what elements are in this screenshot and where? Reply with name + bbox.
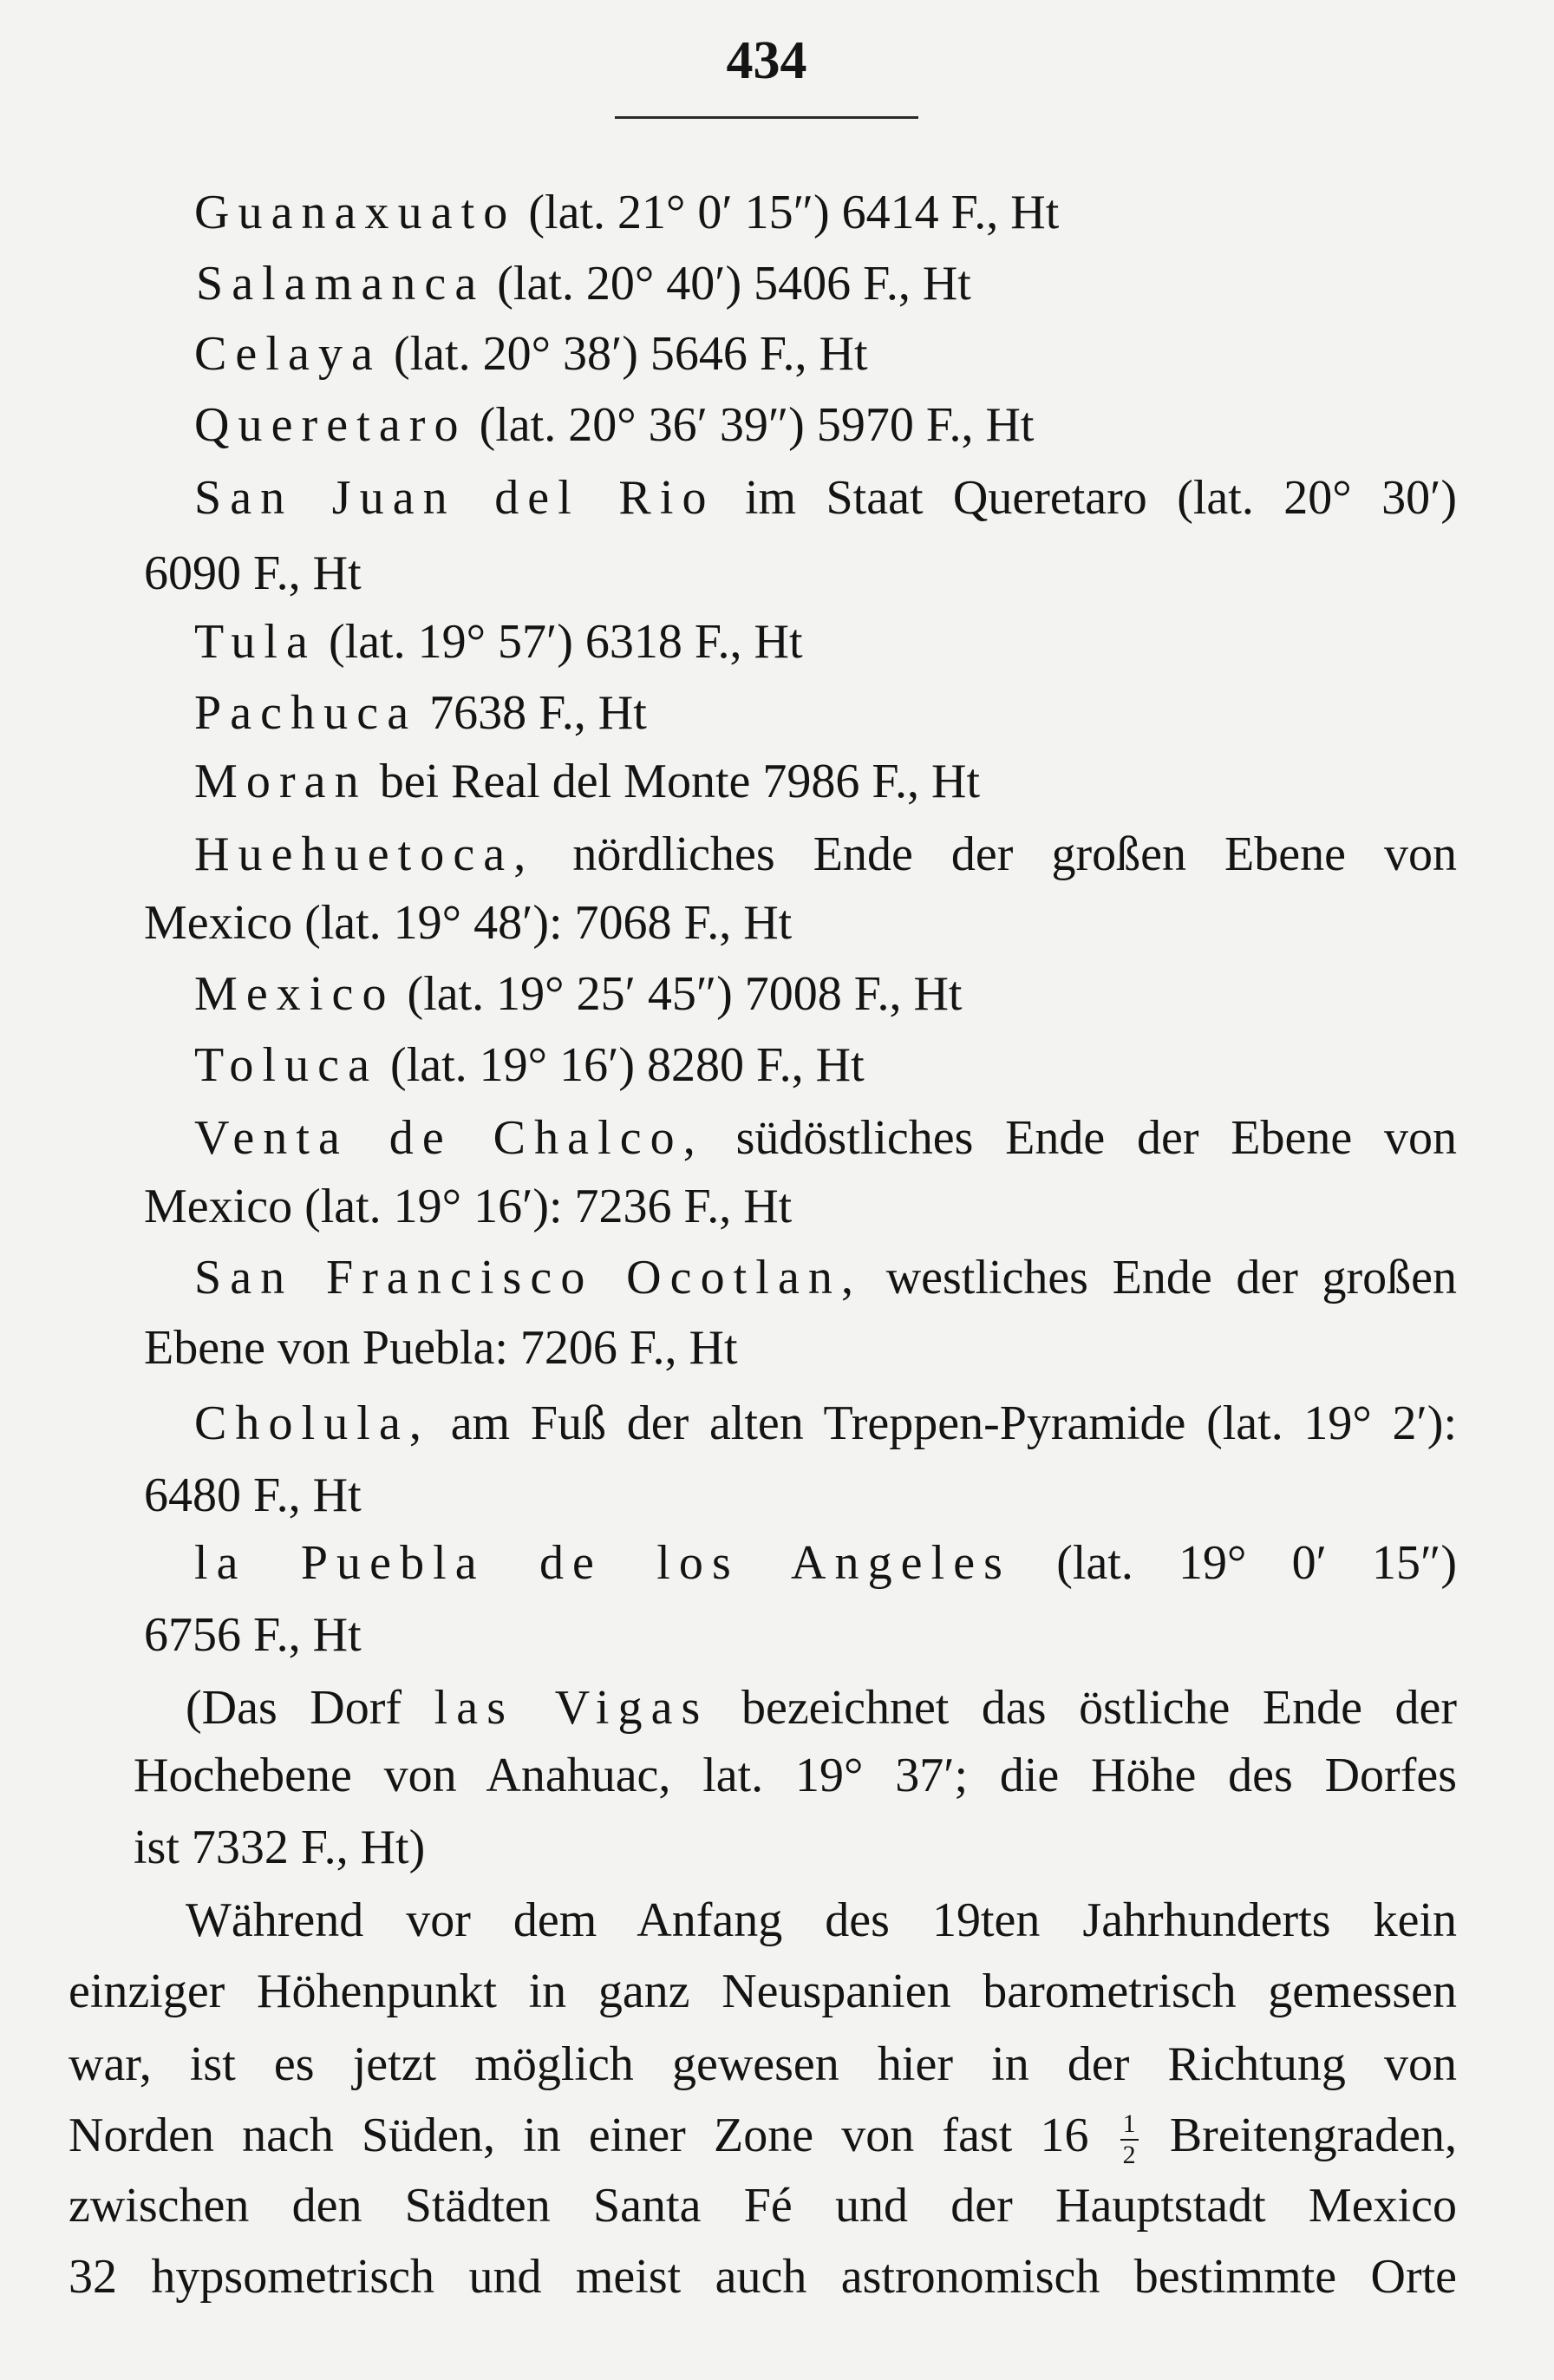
body-text: war, ist es jetzt möglich gewesen hier in der Richtung von	[69, 2037, 1457, 2091]
place-name: Mexico	[194, 967, 395, 1021]
entry-text: (lat. 19° 16′) 8280 F., Ht	[390, 1038, 865, 1092]
entry-text: (lat. 21° 0′ 15″) 6414 F., Ht	[528, 186, 1060, 239]
entry-text: (lat. 20° 36′ 39″) 5970 F., Ht	[479, 398, 1035, 452]
entry-line	[144, 1600, 1457, 1670]
entry-text: ist 7332 F., Ht)	[134, 1821, 426, 1874]
place-name: Huehuetoca,	[194, 827, 535, 881]
place-name: San Juan del Rio	[194, 471, 715, 525]
entry-text: bei Real del Monte 7986 F., Ht	[379, 755, 981, 808]
entry-line	[196, 249, 1457, 318]
entry-text: (lat. 19° 25′ 45″) 7008 F., Ht	[407, 967, 963, 1021]
entry-line	[134, 1813, 1457, 1882]
entry-line	[194, 820, 1457, 889]
entry-text: nördliches Ende der großen Ebene von	[572, 827, 1457, 881]
body-text: Breitengraden,	[1169, 2109, 1457, 2162]
entry-line	[194, 1243, 1457, 1312]
entry-text: südöstliches Ende der Ebene von	[735, 1111, 1457, 1165]
body-line	[69, 1957, 1457, 2026]
entry-line	[194, 390, 1457, 460]
entry-line	[144, 1172, 1457, 1241]
fraction	[1120, 2111, 1139, 2168]
entry-text: Mexico (lat. 19° 16′): 7236 F., Ht	[144, 1180, 793, 1233]
entry-text: 6480 F., Ht	[144, 1468, 362, 1522]
entry-text: (Das Dorf	[186, 1681, 402, 1735]
entry-line	[144, 1313, 1457, 1383]
fraction-numerator: 1	[1120, 2111, 1139, 2141]
place-name: Venta de Chalco,	[194, 1111, 704, 1165]
entry-text: Hochebene von Anahuac, lat. 19° 37′; die Höhe des Dorfes	[134, 1749, 1457, 1802]
entry-text: westliches Ende der großen	[885, 1251, 1457, 1304]
body-line	[186, 1886, 1457, 1955]
body-text: Norden nach Süden, in einer Zone von fast 16	[69, 2109, 1089, 2162]
entry-line	[194, 678, 1457, 748]
place-name: Tula	[194, 615, 317, 669]
entry-text: (lat. 19° 57′) 6318 F., Ht	[328, 615, 803, 669]
entry-text: Ebene von Puebla: 7206 F., Ht	[144, 1321, 738, 1375]
entry-text: 6090 F., Ht	[144, 546, 362, 600]
place-name: San Francisco Ocotlan,	[194, 1251, 863, 1304]
body-line	[69, 2030, 1457, 2099]
page-number: 434	[726, 31, 807, 90]
entry-line	[194, 463, 1457, 533]
entry-text: 6756 F., Ht	[144, 1608, 362, 1662]
place-name: Queretaro	[194, 398, 467, 452]
body-text: 32 hypsometrisch und meist auch astronomisch bestimmte Orte	[69, 2250, 1457, 2304]
entry-line	[186, 1673, 1457, 1742]
entry-line	[144, 539, 1457, 608]
body-text: zwischen den Städten Santa Fé und der Hauptstadt Mexico	[69, 2179, 1457, 2233]
header-rule	[615, 116, 918, 119]
entry-text: (lat. 20° 38′) 5646 F., Ht	[393, 327, 868, 381]
entry-line	[194, 1103, 1457, 1173]
place-name: la Puebla de los Angeles	[194, 1536, 1012, 1590]
entry-line	[194, 319, 1457, 389]
entry-line	[194, 1528, 1457, 1598]
entry-line	[194, 1030, 1457, 1100]
entry-line	[194, 607, 1457, 677]
entry-line	[194, 1389, 1457, 1458]
entry-text: im Staat Queretaro (lat. 20° 30′)	[744, 471, 1457, 525]
body-text: Während vor dem Anfang des 19ten Jahrhunderts kein	[186, 1893, 1457, 1947]
entry-line	[134, 1741, 1457, 1810]
entry-text: (lat. 20° 40′) 5406 F., Ht	[497, 257, 971, 311]
body-line	[69, 2242, 1457, 2311]
place-name: Pachuca	[194, 686, 418, 740]
place-name: Moran	[194, 755, 368, 808]
place-name: Celaya	[194, 327, 382, 381]
entry-text: 7638 F., Ht	[429, 686, 647, 740]
body-text: einziger Höhenpunkt in ganz Neuspanien barometrisch gemessen	[69, 1965, 1457, 2018]
entry-line	[194, 178, 1457, 247]
body-line	[69, 2171, 1457, 2240]
entry-line	[194, 747, 1457, 816]
entry-line	[194, 959, 1457, 1029]
entry-line	[144, 888, 1457, 958]
body-line	[69, 2101, 1457, 2170]
place-name: Cholula,	[194, 1396, 430, 1450]
fraction-denominator: 2	[1122, 2141, 1136, 2170]
place-name: Salamanca	[196, 257, 486, 311]
entry-line	[144, 1461, 1457, 1530]
entry-text: Mexico (lat. 19° 48′): 7068 F., Ht	[144, 896, 793, 950]
place-name: Guanaxuato	[194, 186, 517, 239]
entry-text: (lat. 19° 0′ 15″)	[1056, 1536, 1457, 1590]
entry-text: bezeichnet das östliche Ende der	[741, 1681, 1457, 1735]
place-name: Toluca	[194, 1038, 379, 1092]
entry-text: am Fuß der alten Treppen-Pyramide (lat. 19° 2′):	[450, 1396, 1457, 1450]
place-name: las Vigas	[434, 1681, 709, 1735]
